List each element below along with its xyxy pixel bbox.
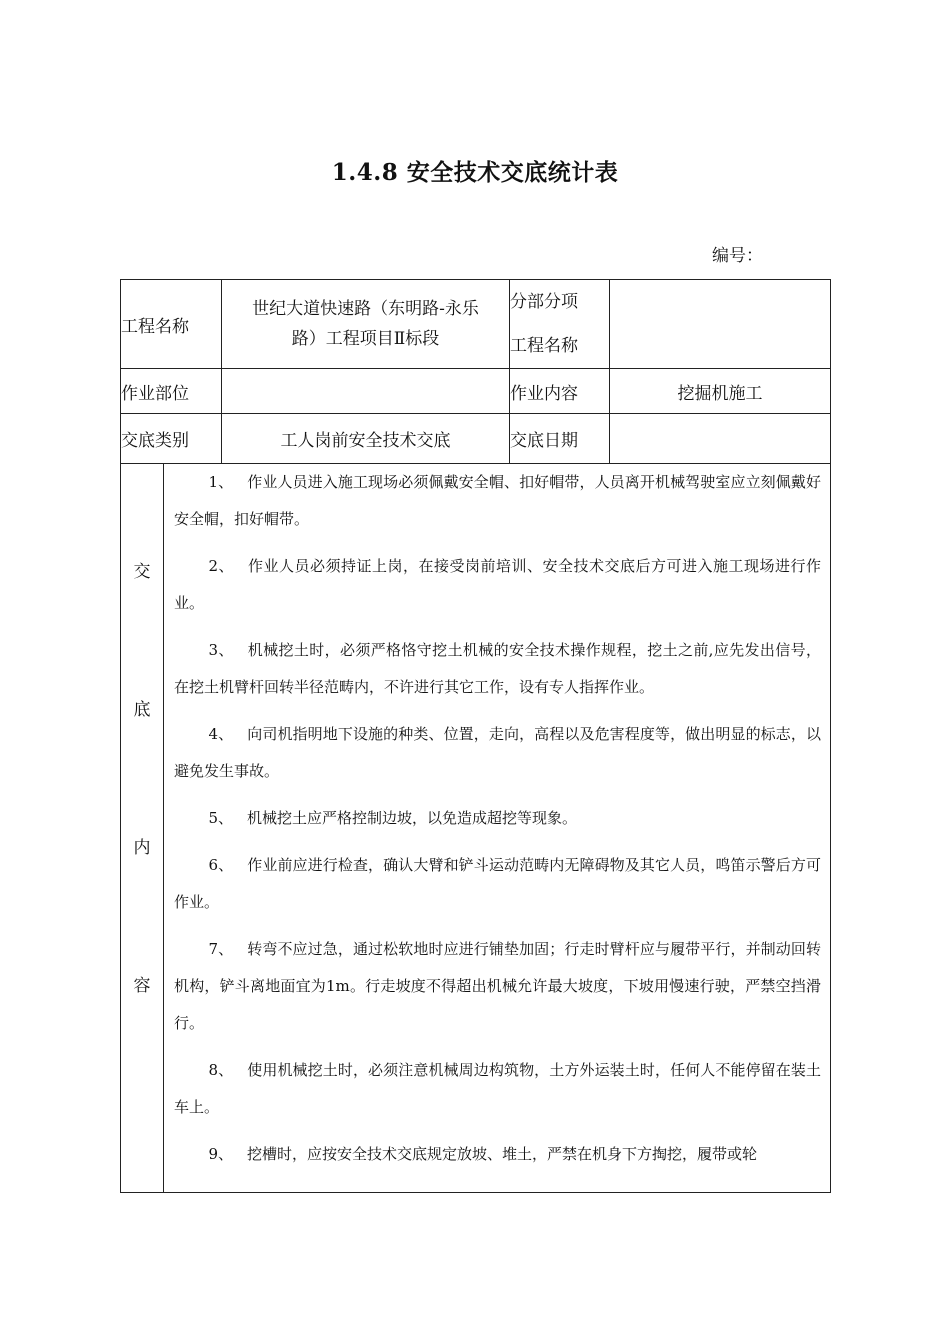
- serial-number-label: 编号：: [712, 246, 763, 266]
- sub-project-label-line1: 分部分项: [510, 292, 578, 312]
- work-content-value: 挖掘机施工: [610, 369, 831, 414]
- briefing-item: [174, 464, 821, 538]
- item-text: 作业人员进入施工现场必须佩戴安全帽、扣好帽带，人员离开机械驾驶室应立刻佩戴好安全帽，扣好帽带。: [174, 473, 821, 528]
- briefing-item: [174, 632, 821, 706]
- sub-project-label-line2: 工程名称: [510, 336, 578, 356]
- sub-project-label: [510, 280, 610, 369]
- work-location-label: 作业部位: [121, 369, 222, 414]
- content-label-char: 容: [133, 976, 151, 996]
- content-label-char: 交: [133, 562, 151, 582]
- item-text: 作业前应进行检查，确认大臂和铲斗运动范畴内无障碍物及其它人员，鸣笛示警后方可作业。: [174, 856, 821, 911]
- work-location-value: [222, 369, 510, 414]
- document-title: 1.4.8 安全技术交底统计表: [331, 159, 619, 186]
- content-label-char: 内: [133, 838, 151, 858]
- item-number: 3、: [208, 641, 234, 659]
- item-number: 9、: [208, 1145, 234, 1163]
- briefing-item: [174, 1136, 821, 1173]
- briefing-item: [174, 716, 821, 790]
- briefing-date-value: [610, 414, 831, 464]
- item-text: 机械挖土应严格控制边坡，以免造成超挖等现象。: [247, 809, 578, 827]
- briefing-type-label: 交底类别: [121, 414, 222, 464]
- item-text: 挖槽时，应按安全技术交底规定放坡、堆土，严禁在机身下方掏挖，履带或轮: [247, 1145, 758, 1163]
- briefing-type-value: 工人岗前安全技术交底: [222, 414, 510, 464]
- briefing-item: [174, 1052, 821, 1126]
- safety-briefing-table: [120, 279, 831, 1193]
- row-briefing-content: [121, 464, 831, 1193]
- item-number: 1、: [208, 473, 234, 491]
- project-name-value: 世纪大道快速路（东明路-永乐路）工程项目Ⅱ标段: [222, 280, 510, 369]
- item-text: 转弯不应过急，通过松软地时应进行铺垫加固；行走时臂杆应与履带平行，并制动回转机构，铲斗离地面宜为1m。行走坡度不得超出机械允许最大坡度，下坡用慢速行驶，严禁空挡滑行。: [174, 940, 821, 1032]
- sub-project-value: [610, 280, 831, 369]
- item-text: 机械挖土时，必须严格恪守挖土机械的安全技术操作规程，挖土之前,应先发出信号，在挖土机臂杆回转半径范畴内，不许进行其它工作，设有专人指挥作业。: [174, 641, 821, 696]
- item-text: 作业人员必须持证上岗，在接受岗前培训、安全技术交底后方可进入施工现场进行作业。: [174, 557, 821, 612]
- row-work-location: [121, 369, 831, 414]
- row-briefing-type: [121, 414, 831, 464]
- item-text: 使用机械挖土时，必须注意机械周边构筑物，土方外运装土时，任何人不能停留在装土车上。: [174, 1061, 821, 1116]
- item-number: 4、: [208, 725, 234, 743]
- item-number: 8、: [208, 1061, 234, 1079]
- item-number: 5、: [208, 809, 234, 827]
- item-number: 6、: [208, 856, 234, 874]
- content-vertical-label: [121, 464, 164, 1193]
- briefing-item: [174, 847, 821, 921]
- briefing-item: [174, 548, 821, 622]
- work-content-label: 作业内容: [510, 369, 610, 414]
- item-number: 2、: [208, 557, 235, 575]
- briefing-date-label: 交底日期: [510, 414, 610, 464]
- project-name-label: 工程名称: [121, 280, 222, 369]
- briefing-item: [174, 931, 821, 1042]
- content-label-char: 底: [133, 700, 151, 720]
- item-number: 7、: [208, 940, 234, 958]
- item-text: 向司机指明地下设施的种类、位置，走向，高程以及危害程度等，做出明显的标志，以避免发生事故。: [174, 725, 821, 780]
- content-body: [164, 464, 831, 1193]
- briefing-item: [174, 800, 821, 837]
- row-project-name: [121, 280, 831, 369]
